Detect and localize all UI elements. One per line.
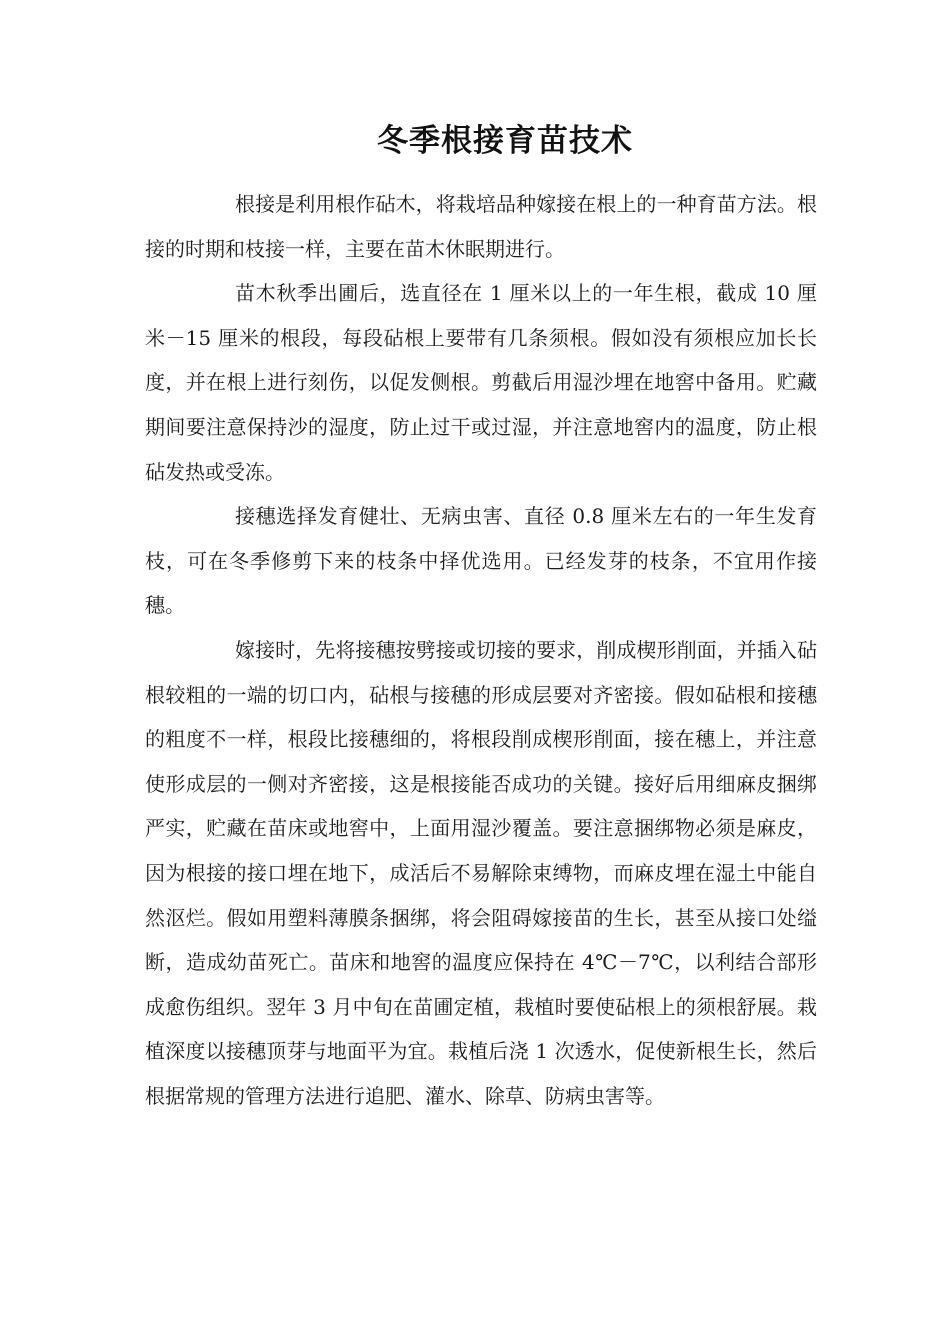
paragraph-grafting: 嫁接时，先将接穗按劈接或切接的要求，削成楔形削面，并插入砧根较粗的一端的切口内，砧根与接穗的形成层要对齐密接。假如砧根和接穗的粗度不一样，根段比接穗细的，将根段削成楔形削面，接在穗上，并注意使形成层的一侧对齐密接，这是根接能否成功的关键。接好后用细麻皮捆绑严实，贮藏在苗床或地窖中，上面用湿沙覆盖。要注意捆绑物必须是麻皮，因为根接的接口埋在地下，成活后不易解除束缚物，而麻皮埋在湿土中能自然沤烂。假如用塑料薄膜条捆绑，将会阻碍嫁接苗的生长，甚至从接口处缢断，造成幼苗死亡。苗床和地窖的温度应保持在 4℃－7℃，以利结合部形成愈伤组织。翌年 3 月中旬在苗圃定植，栽植时要使砧根上的须根舒展。栽植深度以接穗顶芽与地面平为宜。栽植后浇 1 次透水，促使新根生长，然后根据常规的管理方法进行追肥、灌水、除草、防病虫害等。	[145, 637, 817, 1108]
document-body	[145, 182, 817, 1118]
page-title: 冬季根接育苗技术	[377, 123, 633, 159]
paragraph-intro: 根接是利用根作砧木，将栽培品种嫁接在根上的一种育苗方法。根接的时期和枝接一样，主要在苗木休眠期进行。	[145, 192, 817, 261]
paragraph-rootstock: 苗木秋季出圃后，选直径在 1 厘米以上的一年生根，截成 10 厘米－15 厘米的根段，每段砧根上要带有几条须根。假如没有须根应加长长度，并在根上进行刻伤，以促发侧根。剪截后用湿沙埋在地窖中备用。贮藏期间要注意保持沙的湿度，防止过干或过湿，并注意地窖内的温度，防止根砧发热或受冻。	[145, 281, 817, 484]
paragraph-scion: 接穗选择发育健壮、无病虫害、直径 0.8 厘米左右的一年生发育枝，可在冬季修剪下来的枝条中择优选用。已经发芽的枝条，不宜用作接穗。	[145, 504, 817, 618]
